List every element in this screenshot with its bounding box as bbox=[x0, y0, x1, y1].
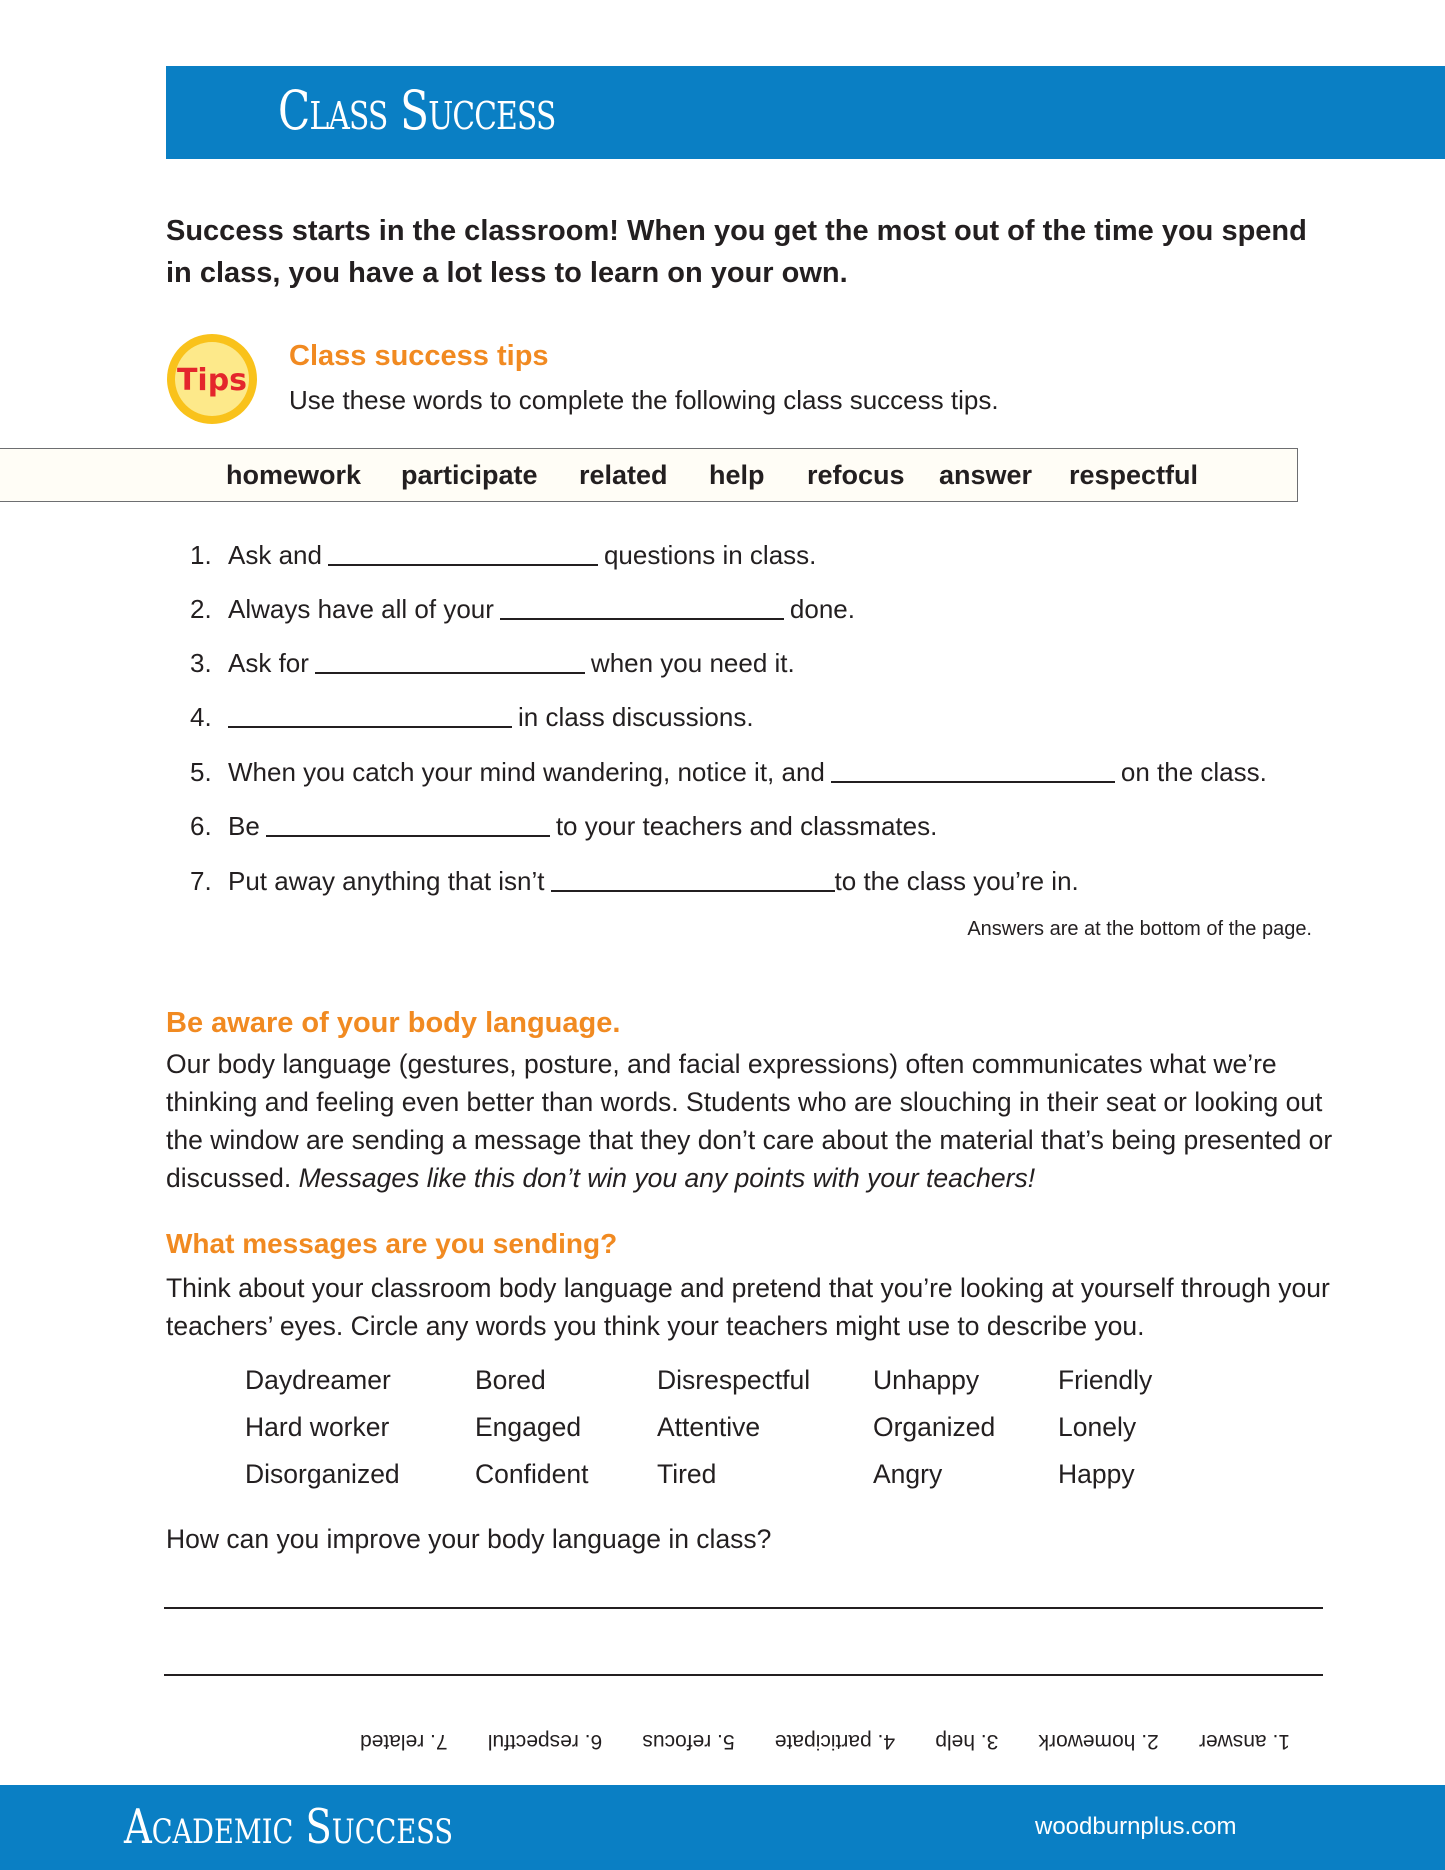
answer-line[interactable] bbox=[164, 1607, 1323, 1609]
answer-blank[interactable] bbox=[831, 781, 1115, 783]
tip-item bbox=[190, 864, 1079, 898]
tip-item bbox=[190, 755, 1267, 789]
word-bank-item: answer bbox=[939, 460, 1033, 490]
tip-text-before: Put away anything that isn’t bbox=[228, 866, 545, 896]
tip-text-after: to the class you’re in. bbox=[834, 866, 1079, 896]
tip-text-before: Be bbox=[228, 811, 260, 841]
footer-website[interactable]: woodburnplus.com bbox=[1035, 1813, 1237, 1840]
descriptor-word[interactable]: Confident bbox=[475, 1459, 589, 1489]
tip-number: 7. bbox=[190, 866, 212, 896]
improve-question: How can you improve your body language in class? bbox=[166, 1524, 772, 1554]
tip-text-before: Ask and bbox=[228, 540, 322, 570]
tip-text-after: when you need it. bbox=[590, 648, 795, 678]
word-bank bbox=[0, 448, 1298, 502]
tip-text-after: on the class. bbox=[1120, 757, 1267, 787]
tip-item bbox=[190, 646, 795, 680]
descriptor-word[interactable]: Attentive bbox=[657, 1412, 761, 1442]
messages-paragraph: Think about your classroom body language and pretend that you’re looking at yourself through your teachers’ eyes. Circle any words you think your teachers might use to describe you. bbox=[166, 1273, 1330, 1341]
answer-blank[interactable] bbox=[328, 564, 598, 566]
page-title: Class Success bbox=[278, 79, 556, 142]
answer-key bbox=[360, 1724, 1290, 1758]
body-language-italic: Messages like this don’t win you any points with your teachers! bbox=[298, 1163, 1036, 1193]
descriptor-word[interactable]: Friendly bbox=[1058, 1365, 1153, 1395]
body-language-heading: Be aware of your body language. bbox=[166, 1007, 621, 1039]
answer-key-item: 5. refocus bbox=[642, 1730, 735, 1753]
answer-key-item: 3. help bbox=[935, 1730, 999, 1753]
word-bank-item: participate bbox=[401, 460, 538, 490]
tips-icon-label: Tips bbox=[176, 363, 248, 398]
word-bank-item: refocus bbox=[807, 460, 905, 490]
answer-blank[interactable] bbox=[266, 835, 550, 837]
body-language-paragraph bbox=[166, 1045, 1341, 1197]
messages-heading: What messages are you sending? bbox=[166, 1228, 618, 1259]
answers-note: Answers are at the bottom of the page. bbox=[967, 918, 1312, 940]
tips-icon bbox=[166, 333, 258, 425]
body-language-text: Our body language (gestures, posture, and facial expressions) often communicates what we’re thinking and feeling even better than words. Students who are slouching in their seat or looking out the window are sending a message that they don’t care about the material that’s being presented or discussed. bbox=[166, 1049, 1333, 1193]
tips-heading: Class success tips bbox=[289, 340, 549, 372]
descriptor-word[interactable]: Engaged bbox=[475, 1412, 582, 1442]
answer-key-item: 4. participate bbox=[774, 1730, 896, 1753]
tip-item bbox=[190, 592, 855, 626]
descriptor-word[interactable]: Hard worker bbox=[245, 1412, 390, 1442]
answer-blank[interactable] bbox=[315, 672, 585, 674]
word-bank-item: help bbox=[709, 460, 765, 490]
tip-text-after: to your teachers and classmates. bbox=[555, 811, 938, 841]
answer-key-item: 1. answer bbox=[1198, 1730, 1290, 1753]
tip-text-after: done. bbox=[789, 594, 855, 624]
tip-text-before: Ask for bbox=[228, 648, 309, 678]
tip-number: 4. bbox=[190, 702, 212, 732]
tip-number: 5. bbox=[190, 757, 212, 787]
footer-title: Academic Success bbox=[124, 1799, 453, 1855]
descriptor-word[interactable]: Organized bbox=[873, 1412, 996, 1442]
answer-key-item: 7. related bbox=[360, 1730, 448, 1753]
descriptor-word[interactable]: Lonely bbox=[1058, 1412, 1137, 1442]
descriptor-word[interactable]: Bored bbox=[475, 1365, 546, 1395]
tip-item bbox=[190, 809, 937, 843]
footer-banner bbox=[0, 1785, 1445, 1870]
tip-number: 1. bbox=[190, 540, 212, 570]
descriptor-word[interactable]: Tired bbox=[657, 1459, 717, 1489]
answer-blank[interactable] bbox=[551, 890, 835, 892]
word-bank-item: homework bbox=[226, 460, 362, 490]
descriptor-word[interactable]: Unhappy bbox=[873, 1365, 980, 1395]
answer-line[interactable] bbox=[164, 1674, 1323, 1676]
tip-text-after: questions in class. bbox=[603, 540, 817, 570]
answer-key-item: 6. respectful bbox=[487, 1730, 603, 1753]
tip-number: 3. bbox=[190, 648, 212, 678]
tip-text-before: Always have all of your bbox=[228, 594, 494, 624]
answer-blank[interactable] bbox=[500, 618, 784, 620]
word-bank-item: related bbox=[579, 460, 668, 490]
descriptor-word[interactable]: Disrespectful bbox=[657, 1365, 811, 1395]
answer-blank[interactable] bbox=[228, 726, 512, 728]
title-banner bbox=[166, 66, 1445, 159]
tip-number: 6. bbox=[190, 811, 212, 841]
tip-item bbox=[190, 700, 754, 734]
tips-subheading: Use these words to complete the following class success tips. bbox=[289, 385, 999, 415]
tip-item bbox=[190, 538, 816, 572]
tip-text-before: When you catch your mind wandering, notice it, and bbox=[228, 757, 825, 787]
answer-key-item: 2. homework bbox=[1038, 1730, 1159, 1753]
descriptor-word[interactable]: Happy bbox=[1058, 1459, 1135, 1489]
descriptor-word[interactable]: Angry bbox=[873, 1459, 943, 1489]
descriptor-word[interactable]: Disorganized bbox=[245, 1459, 400, 1489]
tip-number: 2. bbox=[190, 594, 212, 624]
tip-text-after: in class discussions. bbox=[518, 702, 754, 732]
intro-text: Success starts in the classroom! When you get the most out of the time you spend in class, you have a lot less to learn on your own. bbox=[166, 215, 1307, 289]
descriptor-word[interactable]: Daydreamer bbox=[245, 1365, 391, 1395]
word-bank-item: respectful bbox=[1069, 460, 1199, 490]
